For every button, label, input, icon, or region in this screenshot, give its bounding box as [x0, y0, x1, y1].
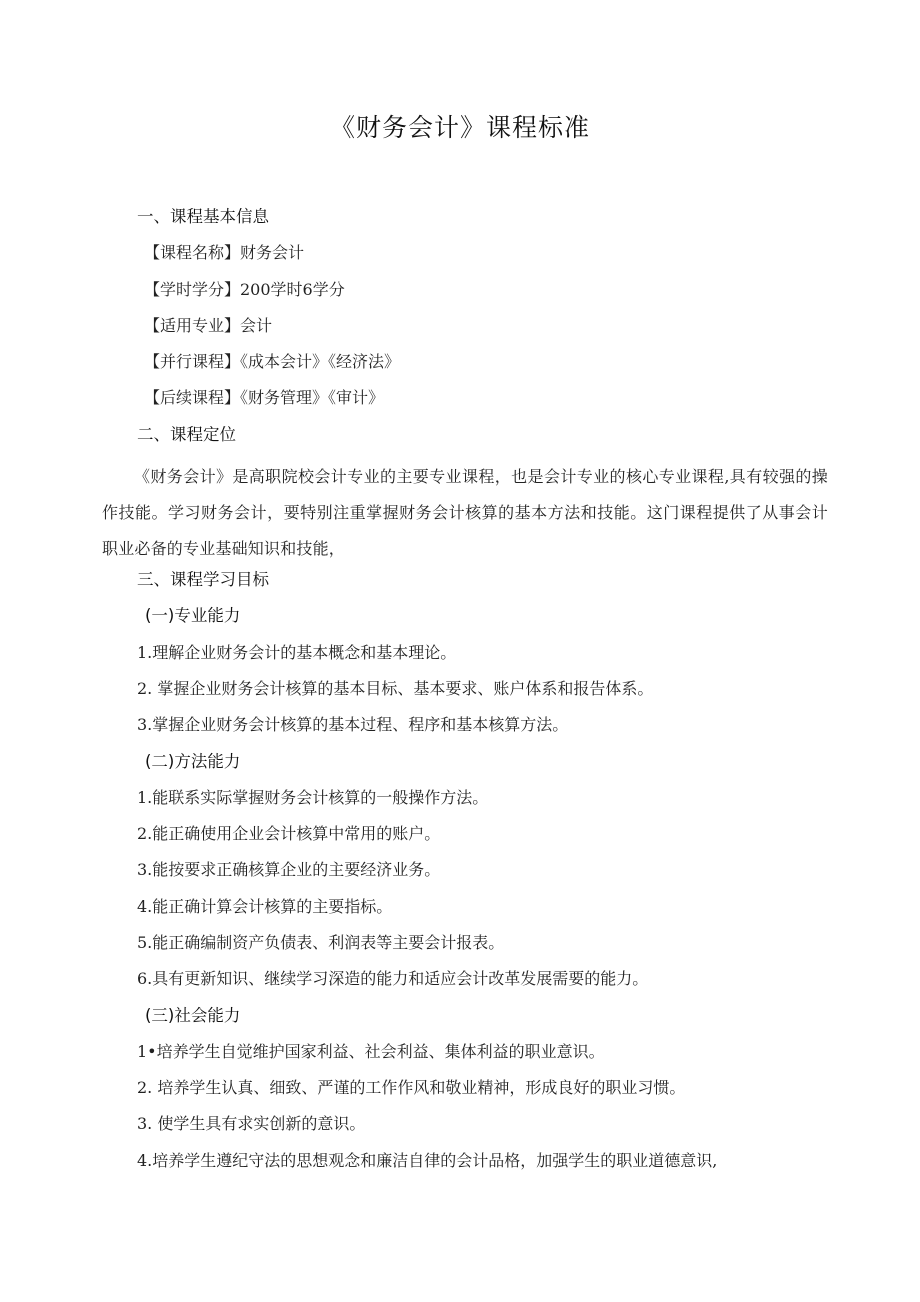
section-heading-objectives: 三、课程学习目标 [137, 570, 269, 589]
positioning-paragraph: 《财务会计》是高职院校会计专业的主要专业课程，也是会计专业的核心专业课程,具有较强的操作技能。学习财务会计，要特别注重掌握财务会计核算的基本方法和技能。这门课程提供了从事会计职业必备的专业基础知识和技能， [102, 467, 828, 558]
subheading-social-ability: (三)社会能力 [145, 1006, 241, 1025]
list-item: 3.掌握企业财务会计核算的基本过程、程序和基本核算方法。 [137, 715, 569, 734]
info-item-hours-credits: 【学时学分】200学时6学分 [144, 280, 345, 299]
document-title: 《财务会计》课程标准 [329, 113, 590, 142]
list-item: 3.能按要求正确核算企业的主要经济业务。 [137, 860, 441, 879]
section-heading-positioning: 二、课程定位 [137, 425, 236, 444]
list-item: 1.能联系实际掌握财务会计核算的一般操作方法。 [137, 788, 489, 807]
list-item: 2. 掌握企业财务会计核算的基本目标、基本要求、账户体系和报告体系。 [137, 679, 654, 698]
list-item: 4.能正确计算会计核算的主要指标。 [137, 897, 393, 916]
subheading-professional-ability: (一)专业能力 [145, 606, 241, 625]
list-item: 2. 培养学生认真、细致、严谨的工作作风和敬业精神，形成良好的职业习惯。 [137, 1078, 686, 1097]
list-item: 2.能正确使用企业会计核算中常用的账户。 [137, 824, 441, 843]
info-item-course-name: 【课程名称】财务会计 [144, 243, 305, 262]
info-item-follow-up-courses: 【后续课程】《财务管理》《审计》 [144, 388, 385, 407]
subheading-method-ability: (二)方法能力 [145, 752, 241, 771]
list-item: 5.能正确编制资产负债表、利润表等主要会计报表。 [137, 933, 505, 952]
info-item-parallel-courses: 【并行课程】《成本会计》《经济法》 [144, 352, 401, 371]
info-item-major: 【适用专业】会计 [144, 316, 273, 335]
list-item: 1•培养学生自觉维护国家利益、社会利益、集体利益的职业意识。 [137, 1042, 605, 1061]
list-item: 6.具有更新知识、继续学习深造的能力和适应会计改革发展需要的能力。 [137, 969, 649, 988]
list-item: 4.培养学生遵纪守法的思想观念和廉洁自律的会计品格，加强学生的职业道德意识, [137, 1151, 718, 1170]
section-heading-basic-info: 一、课程基本信息 [137, 207, 269, 226]
list-item: 3. 使学生具有求实创新的意识。 [137, 1114, 366, 1133]
list-item: 1.理解企业财务会计的基本概念和基本理论。 [137, 643, 457, 662]
